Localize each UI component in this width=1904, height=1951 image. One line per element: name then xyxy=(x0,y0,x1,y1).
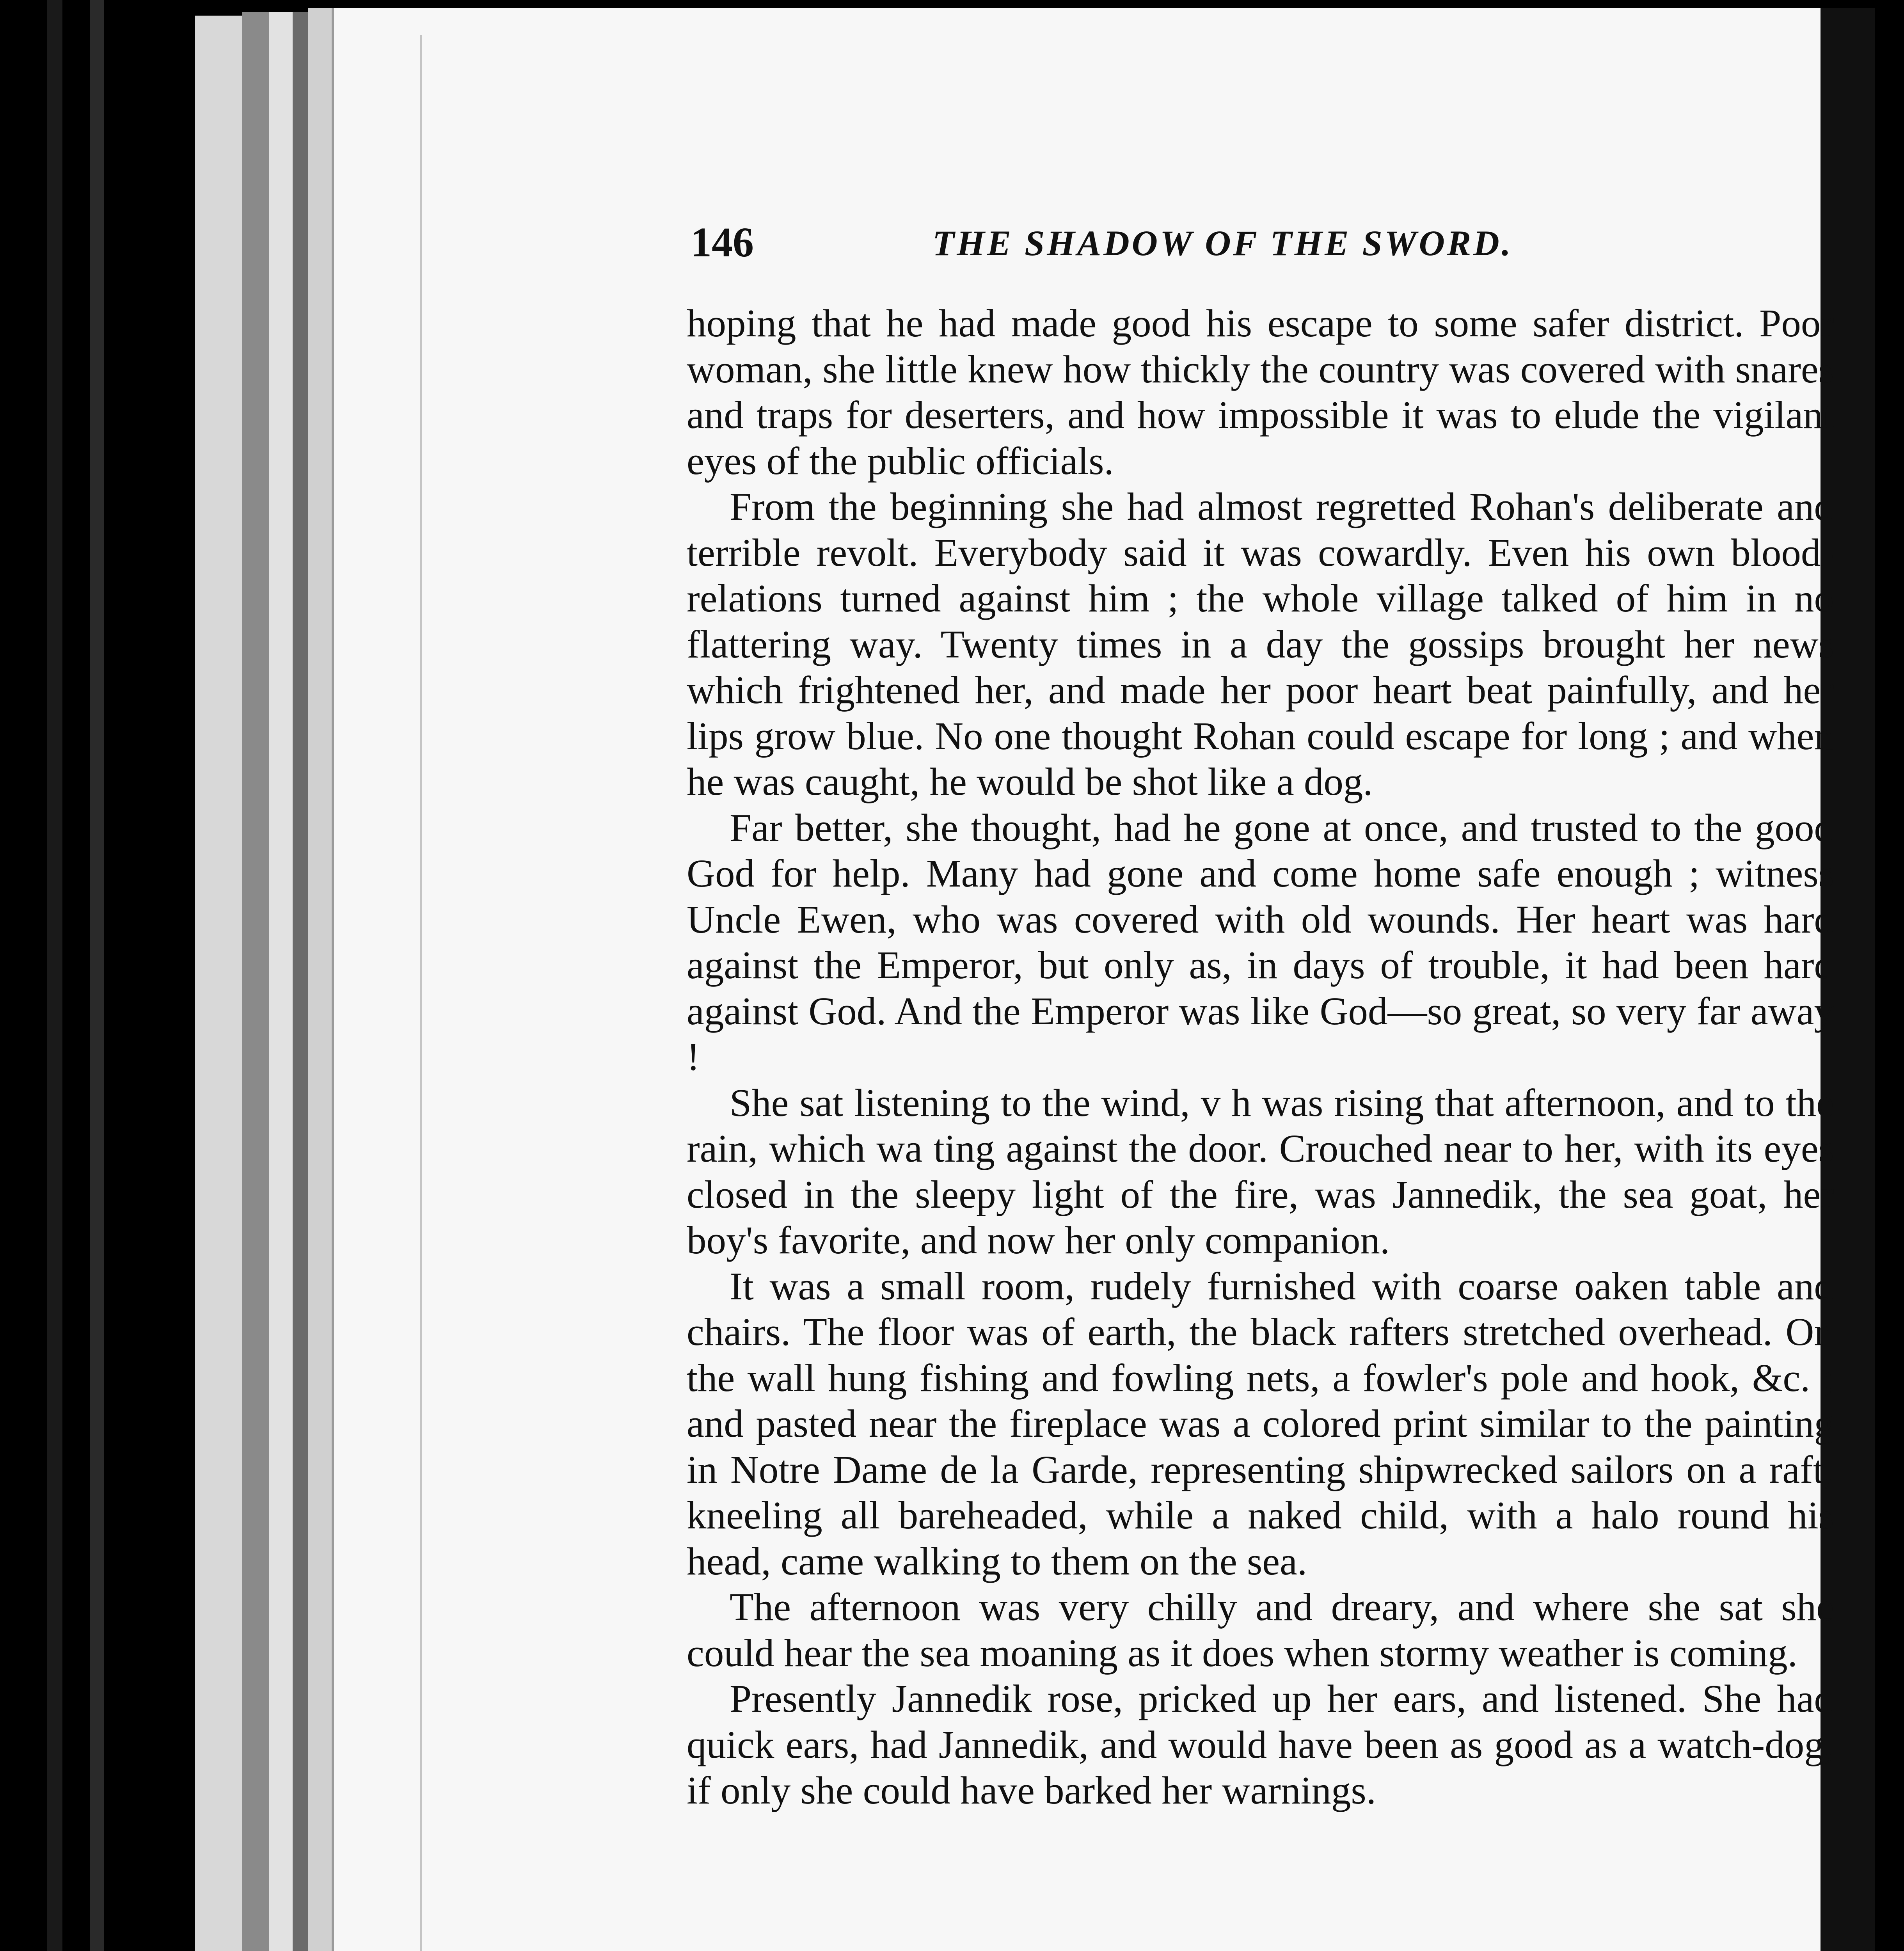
paragraph-5: It was a small room, rudely furnished with coarse oaken table and chairs. The floor was of earth, the black rafters stretched overhead. On the wall hung fishing and fowling nets, a fowler's pole and hook, &c. ; and pasted near the fireplace was a colored print similar to the painting in Notre Dame de la Garde, representing shipwrecked sailors on a raft, kneeling all bareheaded, while a naked child, with a halo round his head, came walking to them on the sea. xyxy=(687,1264,1834,1583)
paragraph-4: She sat listening to the wind, v h was rising that afternoon, and to the rain, which wa ting against the door. Crouched near to her, with its eyes closed in the sleepy light of the fire, was Jannedik, the sea goat, her boy's favorite, and now her only companion. xyxy=(687,1080,1834,1262)
page-number: 146 xyxy=(691,219,754,266)
edge-strip xyxy=(195,16,242,1951)
paragraph-7: Presently Jannedik rose, pricked up her ears, and listened. She had quick ears, had Jannedik, and would have been as good as a watch-dog, if only she could have barked her warnings. xyxy=(687,1677,1834,1812)
edge-strip xyxy=(47,0,62,1951)
edge-strip xyxy=(293,12,308,1951)
edge-strip xyxy=(308,8,332,1951)
page-body xyxy=(687,300,1834,1814)
page-fold-line xyxy=(420,35,422,1951)
page-header xyxy=(691,219,1834,265)
paragraph-2: From the beginning she had almost regretted Rohan's deliberate and terrible revolt. Everybody said it was cowardly. Even his own blood-relations turned against him ; the whole village talked of him in no flattering way. Twenty times in a day the gossips brought her news which frightened her, and made her poor heart beat painfully, and her lips grow blue. No one thought Rohan could escape for long ; and when he was caught, he would be shot like a dog. xyxy=(687,485,1834,803)
edge-strip xyxy=(242,12,269,1951)
paragraph-6: The afternoon was very chilly and dreary, and where she sat she could hear the sea moaning as it does when stormy weather is coming. xyxy=(687,1585,1834,1675)
paragraph-1: hoping that he had made good his escape to some safer district. Poor woman, she little knew how thickly the country was covered with snares and traps for deserters, and how impossible it was to elude the vigilant eyes of the public officials. xyxy=(687,301,1834,483)
running-title: THE SHADOW OF THE SWORD. xyxy=(932,223,1513,263)
edge-strip xyxy=(90,0,104,1951)
edge-strip xyxy=(269,12,293,1951)
paragraph-3: Far better, she thought, had he gone at once, and trusted to the good God for help. Many had gone and come home safe enough ; witness Uncle Ewen, who was covered with old wounds. Her heart was hard against the Emperor, but only as, in days of trouble, it had been hard against God. And the Emperor was like God—so great, so very far away ! xyxy=(687,805,1834,1079)
